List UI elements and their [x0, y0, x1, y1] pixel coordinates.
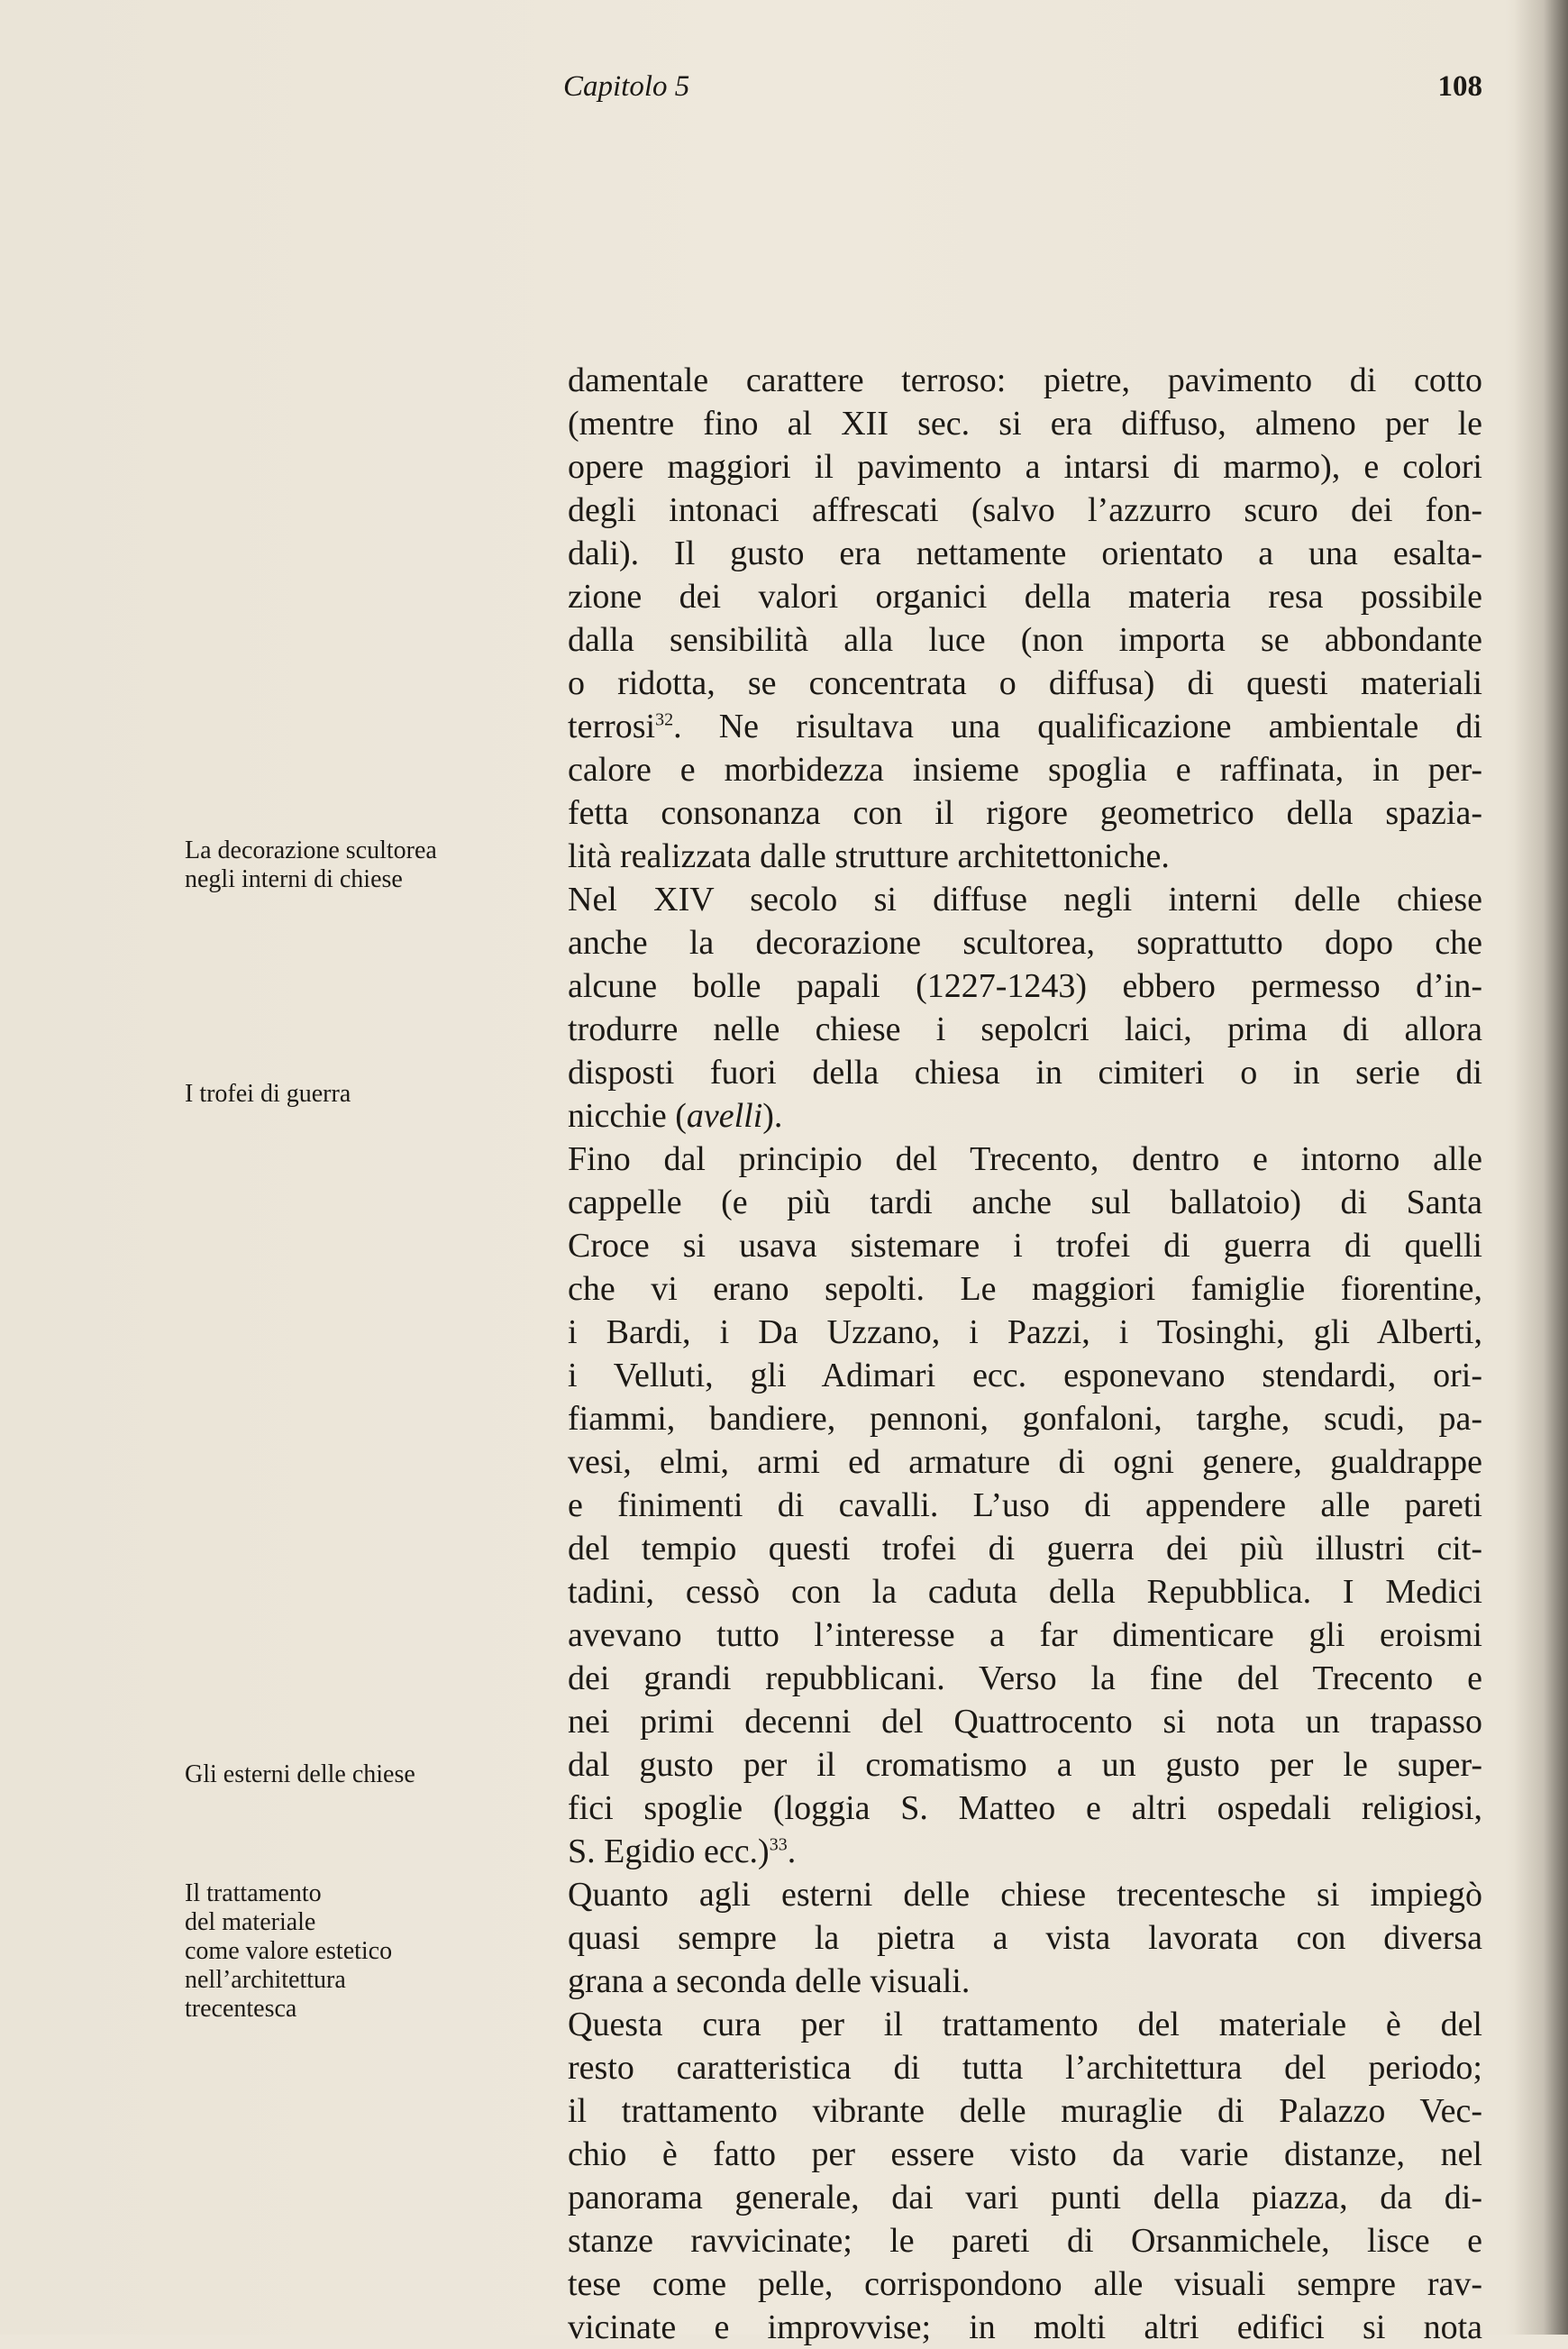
text-line [568, 532, 1482, 575]
line-text: fiammi, bandiere, pennoni, gonfaloni, targhe, scudi, pa- [568, 1400, 1482, 1438]
line-text: e finimenti di cavalli. L’uso di appendere alle pareti [568, 1486, 1482, 1524]
line-text: cappelle (e più tardi anche sul ballatoio) di Santa [568, 1184, 1482, 1221]
line-text: resto caratteristica di tutta l’architettura del periodo; [568, 2049, 1482, 2087]
chapter-title: Capitolo 5 [563, 70, 690, 103]
text-line [568, 2046, 1482, 2089]
line-text: vesi, elmi, armi ed armature di ogni genere, gualdrappe [568, 1443, 1482, 1481]
line-text: del tempio questi trofei di guerra dei più illustri cit- [568, 1530, 1482, 1568]
text-line [568, 575, 1482, 618]
line-text: i Velluti, gli Adimari ecc. esponevano stendardi, ori- [568, 1357, 1482, 1394]
line-text: che vi erano sepolti. Le maggiori famiglie fiorentine, [568, 1270, 1482, 1308]
line-text: Questa cura per il trattamento del materiale è del [568, 2006, 1482, 2043]
text-line [568, 1830, 1482, 1873]
line-text: dali). Il gusto era nettamente orientato a una esalta- [568, 535, 1482, 572]
line-text: terrosi [568, 708, 656, 745]
margin-note-esterni: Gli esterni delle chiese [185, 1760, 415, 1788]
body-text [568, 359, 1482, 2349]
line-text: il trattamento vibrante delle muraglie di Palazzo Vec- [568, 2092, 1482, 2130]
margin-note-trattamento: Il trattamento del materiale come valore estetico nell’architettura trecentesca [185, 1879, 393, 2023]
line-text: vicinate e improvvise; in molti altri edifici si nota [568, 2308, 1482, 2346]
line-text: quasi sempre la pietra a vista lavorata con diversa [568, 1919, 1482, 1957]
text-line [568, 835, 1482, 878]
line-text: grana a seconda delle visuali. [568, 1962, 971, 2000]
footnote-ref: 32 [655, 709, 674, 730]
line-text: Quanto agli esterni delle chiese trecentesche si impiegò [568, 1876, 1482, 1914]
text-line [568, 662, 1482, 705]
line-text: Nel XIV secolo si diffuse negli interni delle chiese [568, 881, 1482, 919]
text-line [568, 1613, 1482, 1657]
line-text: Fino dal principio del Trecento, dentro e intorno alle [568, 1140, 1482, 1178]
text-line [568, 2003, 1482, 2046]
text-line [568, 1267, 1482, 1311]
text-line [568, 1484, 1482, 1527]
page-edge-shadow [1514, 0, 1568, 2335]
line-text: lità realizzata dalle strutture architettoniche. [568, 837, 1170, 875]
line-text: S. Egidio ecc.) [568, 1833, 770, 1870]
text-line [568, 1224, 1482, 1267]
margin-note-decorazione: La decorazione scultorea negli interni di chiese [185, 836, 437, 893]
line-text: fici spoglie (loggia S. Matteo e altri ospedali religiosi, [568, 1789, 1482, 1827]
text-line [568, 1700, 1482, 1743]
text-line [568, 1051, 1482, 1094]
text-line [568, 1440, 1482, 1484]
text-line [568, 1657, 1482, 1700]
text-line [568, 1527, 1482, 1570]
line-text: dei grandi repubblicani. Verso la fine del Trecento e [568, 1659, 1482, 1697]
text-line [568, 791, 1482, 835]
line-text: panorama generale, dai vari punti della piazza, da di- [568, 2179, 1482, 2216]
line-text-continued: . [787, 1833, 797, 1870]
line-text: nicchie ( [568, 1097, 687, 1135]
line-text: alcune bolle papali (1227-1243) ebbero permesso d’in- [568, 967, 1482, 1005]
line-text: anche la decorazione scultorea, soprattutto dopo che [568, 924, 1482, 962]
page-number: 108 [1437, 70, 1482, 103]
line-text: Croce si usava sistemare i trofei di guerra di quelli [568, 1227, 1482, 1265]
line-text: damentale carattere terroso: pietre, pavimento di cotto [568, 361, 1482, 399]
text-line [568, 748, 1482, 791]
text-line [568, 1008, 1482, 1051]
line-text: opere maggiori il pavimento a intarsi di marmo), e colori [568, 448, 1482, 486]
text-line [568, 1960, 1482, 2003]
text-line [568, 705, 1482, 748]
line-text: stanze ravvicinate; le pareti di Orsanmichele, lisce e [568, 2222, 1482, 2260]
text-line [568, 402, 1482, 445]
line-text: tese come pelle, corrispondono alle visuali sempre rav- [568, 2265, 1482, 2303]
text-line [568, 359, 1482, 402]
line-text: dalla sensibilità alla luce (non importa se abbondante [568, 621, 1482, 659]
text-line [568, 1138, 1482, 1181]
text-line [568, 1916, 1482, 1960]
line-text: nei primi decenni del Quattrocento si nota un trapasso [568, 1703, 1482, 1741]
line-text: fetta consonanza con il rigore geometrico della spazia- [568, 794, 1482, 832]
line-text: calore e morbidezza insieme spoglia e raffinata, in per- [568, 751, 1482, 789]
line-text: tadini, cessò con la caduta della Repubblica. I Medici [568, 1573, 1482, 1611]
text-line [568, 1787, 1482, 1830]
text-line [568, 2176, 1482, 2219]
text-line [568, 878, 1482, 921]
line-text: disposti fuori della chiesa in cimiteri o in serie di [568, 1054, 1482, 1092]
text-line [568, 964, 1482, 1008]
text-line [568, 1094, 1482, 1138]
text-line [568, 618, 1482, 662]
text-line [568, 1397, 1482, 1440]
text-line [568, 489, 1482, 532]
text-line [568, 2262, 1482, 2306]
line-text-continued: . Ne risultava una qualificazione ambientale di [673, 708, 1482, 745]
line-text: dal gusto per il cromatismo a un gusto per le super- [568, 1746, 1482, 1784]
margin-note-trofei: I trofei di guerra [185, 1080, 351, 1108]
text-line [568, 1311, 1482, 1354]
line-text: i Bardi, i Da Uzzano, i Pazzi, i Tosinghi, gli Alberti, [568, 1313, 1482, 1351]
line-text: avevano tutto l’interesse a far dimenticare gli eroismi [568, 1616, 1482, 1654]
line-text: (mentre fino al XII sec. si era diffuso, almeno per le [568, 405, 1482, 443]
line-text-continued: ). [762, 1097, 783, 1135]
text-line [568, 2133, 1482, 2176]
text-line [568, 1873, 1482, 1916]
text-line [568, 2219, 1482, 2262]
text-line [568, 2089, 1482, 2133]
text-line [568, 921, 1482, 964]
line-text: zione dei valori organici della materia resa possibile [568, 578, 1482, 616]
text-line [568, 445, 1482, 489]
text-line [568, 1181, 1482, 1224]
line-text: chio è fatto per essere visto da varie distanze, nel [568, 2135, 1482, 2173]
text-line [568, 1570, 1482, 1613]
footnote-ref: 33 [769, 1834, 788, 1855]
line-text: o ridotta, se concentrata o diffusa) di questi materiali [568, 664, 1482, 702]
text-line [568, 2306, 1482, 2349]
line-text: degli intonaci affrescati (salvo l’azzurro scuro dei fon- [568, 491, 1482, 529]
text-line [568, 1743, 1482, 1787]
text-line [568, 1354, 1482, 1397]
italic-word: avelli [686, 1097, 763, 1135]
running-header [563, 70, 1482, 106]
line-text: trodurre nelle chiese i sepolcri laici, prima di allora [568, 1010, 1482, 1048]
